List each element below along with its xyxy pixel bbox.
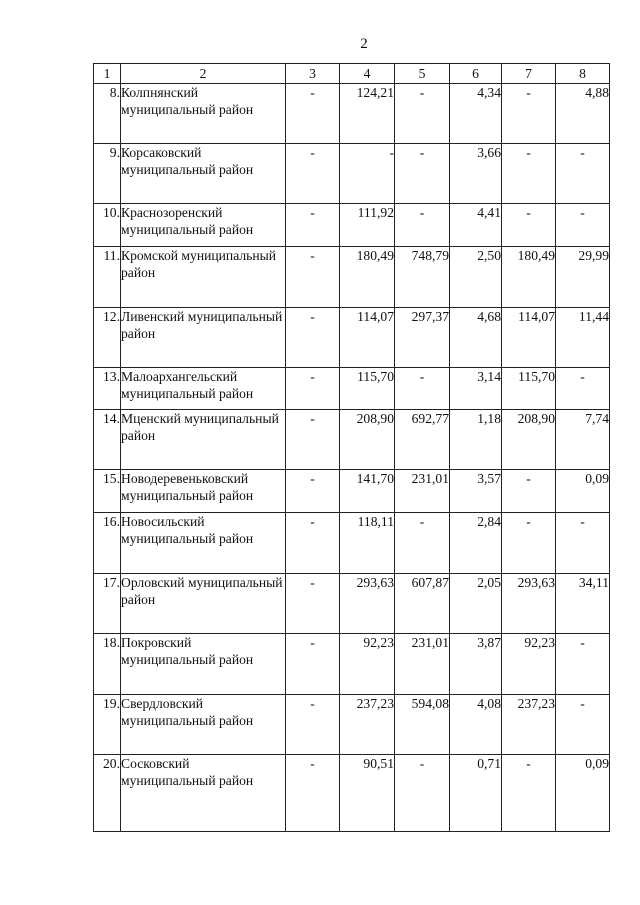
header-col-7: 7 — [502, 64, 556, 84]
value-col-8: - — [556, 144, 610, 204]
value-col-6: 4,34 — [450, 84, 502, 144]
value-col-3: - — [286, 470, 340, 513]
header-col-4: 4 — [340, 64, 395, 84]
value-col-3: - — [286, 204, 340, 247]
value-col-7: - — [502, 755, 556, 832]
table-row — [94, 695, 610, 755]
value-col-4: 180,49 — [340, 247, 395, 308]
value-col-6: 2,05 — [450, 574, 502, 634]
value-col-4: 208,90 — [340, 410, 395, 470]
value-col-5: 607,87 — [395, 574, 450, 634]
value-col-3: - — [286, 410, 340, 470]
value-col-5: 692,77 — [395, 410, 450, 470]
district-name: Малоархангельский муниципальный район — [121, 368, 286, 410]
value-col-5: 594,08 — [395, 695, 450, 755]
district-name: Кромской муниципальный район — [121, 247, 286, 308]
district-name: Новодеревеньковский муниципальный район — [121, 470, 286, 513]
value-col-3: - — [286, 308, 340, 368]
district-name: Краснозоренский муниципальный район — [121, 204, 286, 247]
value-col-6: 1,18 — [450, 410, 502, 470]
row-number: 20. — [94, 755, 121, 832]
header-col-8: 8 — [556, 64, 610, 84]
value-col-5: - — [395, 204, 450, 247]
value-col-4: 90,51 — [340, 755, 395, 832]
row-number: 19. — [94, 695, 121, 755]
value-col-7: - — [502, 513, 556, 574]
row-number: 16. — [94, 513, 121, 574]
value-col-7: 237,23 — [502, 695, 556, 755]
value-col-8: 11,44 — [556, 308, 610, 368]
value-col-5: 231,01 — [395, 470, 450, 513]
value-col-4: 118,11 — [340, 513, 395, 574]
value-col-8: 7,74 — [556, 410, 610, 470]
value-col-6: 2,50 — [450, 247, 502, 308]
value-col-7: - — [502, 84, 556, 144]
value-col-4: 124,21 — [340, 84, 395, 144]
value-col-7: 115,70 — [502, 368, 556, 410]
value-col-4: 141,70 — [340, 470, 395, 513]
row-number: 12. — [94, 308, 121, 368]
value-col-3: - — [286, 84, 340, 144]
row-number: 18. — [94, 634, 121, 695]
value-col-5: - — [395, 755, 450, 832]
table-row — [94, 247, 610, 308]
value-col-6: 3,66 — [450, 144, 502, 204]
value-col-3: - — [286, 634, 340, 695]
header-col-1: 1 — [94, 64, 121, 84]
value-col-6: 4,41 — [450, 204, 502, 247]
value-col-8: - — [556, 204, 610, 247]
value-col-7: - — [502, 470, 556, 513]
value-col-8: - — [556, 634, 610, 695]
header-col-6: 6 — [450, 64, 502, 84]
row-number: 15. — [94, 470, 121, 513]
value-col-7: 114,07 — [502, 308, 556, 368]
page-number: 2 — [360, 36, 368, 52]
table-row — [94, 574, 610, 634]
district-name: Корсаковский муниципальный район — [121, 144, 286, 204]
value-col-7: 208,90 — [502, 410, 556, 470]
district-name: Свердловский муниципальный район — [121, 695, 286, 755]
value-col-8: 0,09 — [556, 470, 610, 513]
value-col-8: 34,11 — [556, 574, 610, 634]
table-row — [94, 755, 610, 832]
value-col-3: - — [286, 368, 340, 410]
district-name: Ливенский муниципальный район — [121, 308, 286, 368]
value-col-4: 111,92 — [340, 204, 395, 247]
table-row — [94, 470, 610, 513]
value-col-5: - — [395, 513, 450, 574]
value-col-7: - — [502, 144, 556, 204]
district-name: Колпнянский муниципальный район — [121, 84, 286, 144]
table-row — [94, 204, 610, 247]
value-col-5: 297,37 — [395, 308, 450, 368]
row-number: 9. — [94, 144, 121, 204]
value-col-8: 4,88 — [556, 84, 610, 144]
row-number: 14. — [94, 410, 121, 470]
value-col-3: - — [286, 755, 340, 832]
value-col-7: - — [502, 204, 556, 247]
district-name: Орловский муниципальный район — [121, 574, 286, 634]
value-col-8: 0,09 — [556, 755, 610, 832]
value-col-6: 4,08 — [450, 695, 502, 755]
value-col-8: - — [556, 368, 610, 410]
value-col-6: 0,71 — [450, 755, 502, 832]
district-name: Покровский муниципальный район — [121, 634, 286, 695]
district-name: Новосильский муниципальный район — [121, 513, 286, 574]
value-col-5: 231,01 — [395, 634, 450, 695]
row-number: 17. — [94, 574, 121, 634]
row-number: 13. — [94, 368, 121, 410]
table-row — [94, 308, 610, 368]
district-data-table — [93, 63, 610, 832]
value-col-7: 293,63 — [502, 574, 556, 634]
table-body — [94, 84, 610, 832]
district-name: Сосковский муниципальный район — [121, 755, 286, 832]
value-col-6: 3,14 — [450, 368, 502, 410]
row-number: 11. — [94, 247, 121, 308]
table-row — [94, 84, 610, 144]
value-col-6: 3,57 — [450, 470, 502, 513]
value-col-4: - — [340, 144, 395, 204]
value-col-3: - — [286, 144, 340, 204]
value-col-5: 748,79 — [395, 247, 450, 308]
value-col-4: 237,23 — [340, 695, 395, 755]
value-col-6: 4,68 — [450, 308, 502, 368]
value-col-3: - — [286, 513, 340, 574]
table-row — [94, 634, 610, 695]
table-row — [94, 410, 610, 470]
value-col-4: 92,23 — [340, 634, 395, 695]
value-col-6: 3,87 — [450, 634, 502, 695]
value-col-7: 180,49 — [502, 247, 556, 308]
header-col-3: 3 — [286, 64, 340, 84]
value-col-8: 29,99 — [556, 247, 610, 308]
row-number: 10. — [94, 204, 121, 247]
table-header-row — [94, 64, 610, 84]
value-col-4: 293,63 — [340, 574, 395, 634]
value-col-5: - — [395, 84, 450, 144]
value-col-3: - — [286, 247, 340, 308]
district-name: Мценский муниципальный район — [121, 410, 286, 470]
value-col-5: - — [395, 144, 450, 204]
table-row — [94, 513, 610, 574]
value-col-8: - — [556, 513, 610, 574]
value-col-8: - — [556, 695, 610, 755]
header-col-5: 5 — [395, 64, 450, 84]
row-number: 8. — [94, 84, 121, 144]
value-col-7: 92,23 — [502, 634, 556, 695]
value-col-6: 2,84 — [450, 513, 502, 574]
table-row — [94, 144, 610, 204]
value-col-5: - — [395, 368, 450, 410]
value-col-4: 114,07 — [340, 308, 395, 368]
header-col-2: 2 — [121, 64, 286, 84]
table-row — [94, 368, 610, 410]
value-col-3: - — [286, 574, 340, 634]
value-col-3: - — [286, 695, 340, 755]
value-col-4: 115,70 — [340, 368, 395, 410]
